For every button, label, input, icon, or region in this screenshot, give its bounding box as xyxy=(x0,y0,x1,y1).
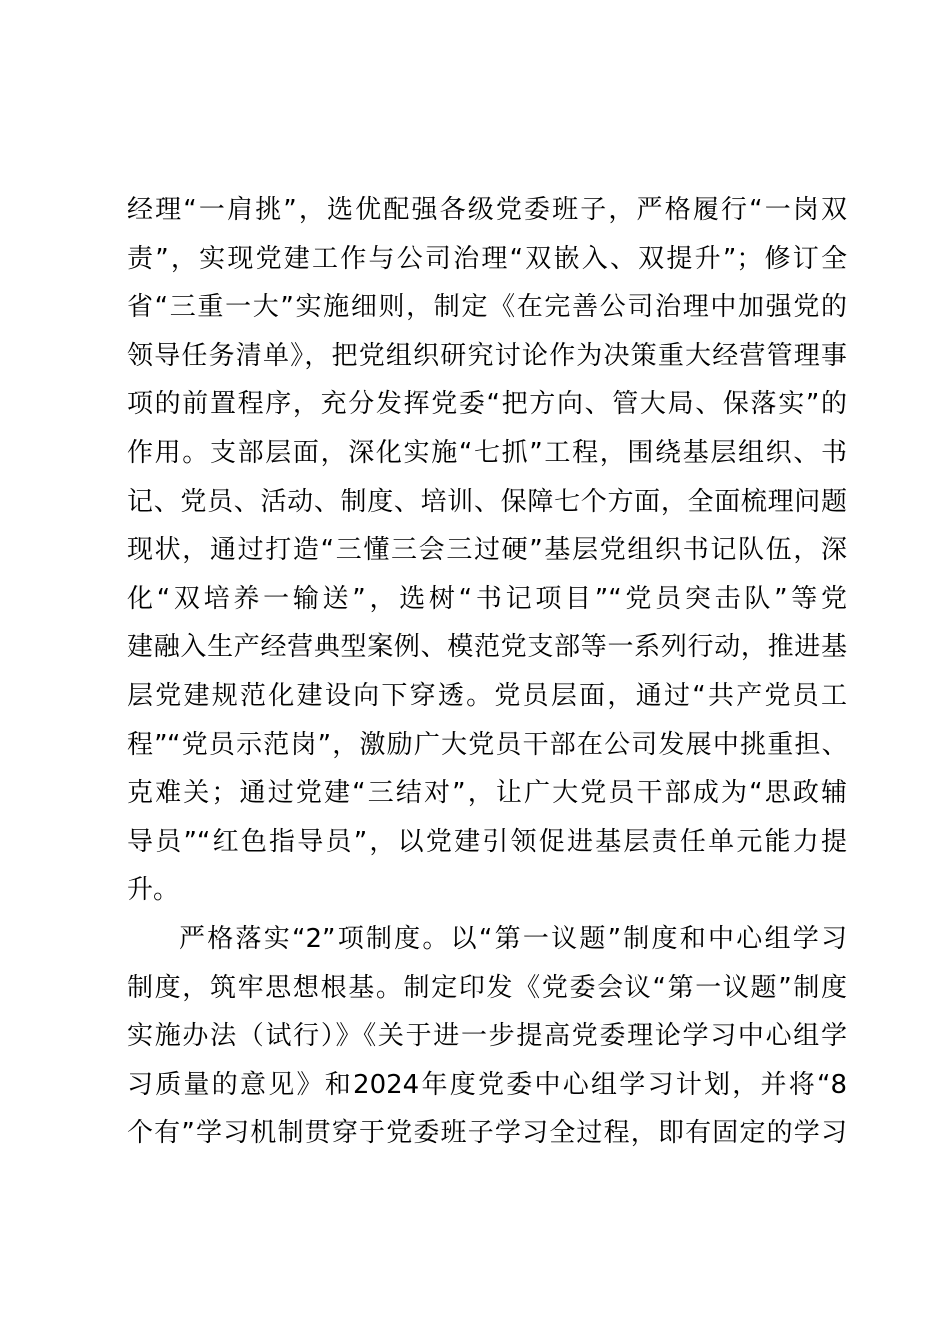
text-line: 制度，筑牢思想根基。制定印发《党委会议“第一议题”制度 xyxy=(127,972,847,1003)
text-line: 程”“党员示范岗”，激励广大党员干部在公司发展中挑重担、 xyxy=(127,729,847,760)
text-line: 领导任务清单》，把党组织研究讨论作为决策重大经营管理事 xyxy=(127,340,847,371)
text-line: 升。 xyxy=(127,875,180,906)
paragraph-2 xyxy=(127,915,847,1158)
text-line: 化“双培养一输送”，选树“书记项目”“党员突击队”等党 xyxy=(127,583,847,614)
text-line: 个有”学习机制贯穿于党委班子学习全过程，即有固定的学习 xyxy=(127,1118,847,1149)
document-body xyxy=(127,186,847,1158)
text-line: 层党建规范化建设向下穿透。党员层面，通过“共产党员工 xyxy=(127,680,847,711)
text-line: 实施办法（试行）》《关于进一步提高党委理论学习中心组学 xyxy=(127,1021,847,1052)
text-line: 克难关；通过党建“三结对”，让广大党员干部成为“思政辅 xyxy=(127,778,847,809)
text-line: 项的前置程序，充分发挥党委“把方向、管大局、保落实”的 xyxy=(127,389,847,420)
text-line: 导员”“红色指导员”，以党建引领促进基层责任单元能力提 xyxy=(127,826,847,857)
text-line: 习质量的意见》和2024年度党委中心组学习计划，并将“8 xyxy=(127,1069,847,1100)
text-line: 记、党员、活动、制度、培训、保障七个方面，全面梳理问题 xyxy=(127,486,847,517)
text-line: 建融入生产经营典型案例、模范党支部等一系列行动，推进基 xyxy=(127,632,847,663)
text-line: 经理“一肩挑”，选优配强各级党委班子，严格履行“一岗双 xyxy=(127,195,847,225)
text-line: 严格落实“2”项制度。以“第一议题”制度和中心组学习 xyxy=(179,923,847,954)
text-line: 现状，通过打造“三懂三会三过硬”基层党组织书记队伍，深 xyxy=(127,535,847,566)
text-line: 作用。支部层面，深化实施“七抓”工程，围绕基层组织、书 xyxy=(127,437,847,468)
text-line: 省“三重一大”实施细则，制定《在完善公司治理中加强党的 xyxy=(127,292,847,323)
text-line: 责”，实现党建工作与公司治理“双嵌入、双提升”；修订全 xyxy=(127,243,847,274)
paragraph-1 xyxy=(127,186,847,915)
